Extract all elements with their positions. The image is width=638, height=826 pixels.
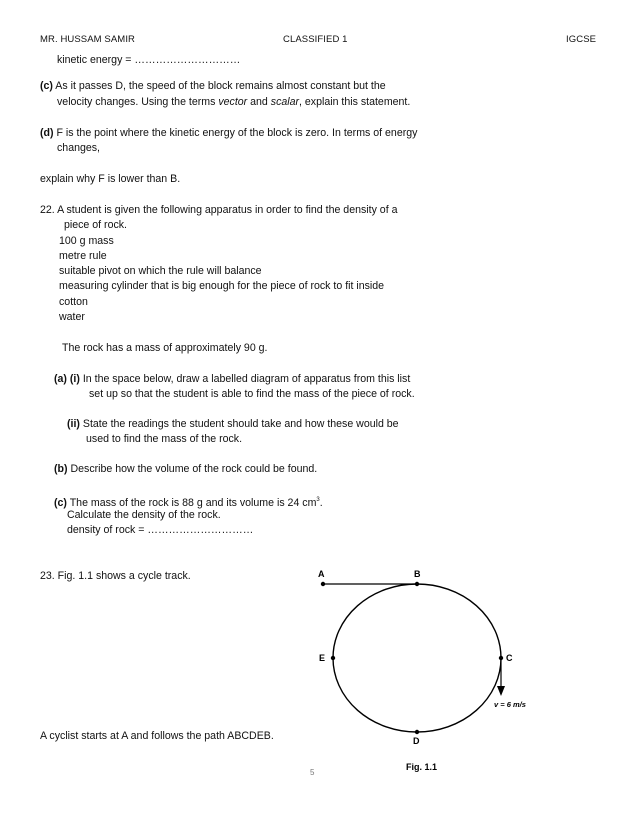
- q21c-text2b: , explain this statement.: [299, 96, 411, 108]
- q21c-text2a: velocity changes. Using the terms: [57, 96, 219, 108]
- q22a-label: (a): [54, 373, 67, 385]
- q22c-line1: [54, 494, 323, 510]
- q23-start: A cyclist starts at A and follows the path ABCDEB.: [40, 730, 274, 742]
- q22a-i-line1: [54, 373, 410, 386]
- cycle-track-figure: [300, 560, 540, 780]
- q22c-line2: Calculate the density of the rock.: [67, 509, 221, 521]
- q22a-i-line2: set up so that the student is able to find the mass of the piece of rock.: [89, 388, 415, 400]
- term-vector: vector: [218, 96, 248, 108]
- kinetic-energy-answer-line: kinetic energy = …………………………: [57, 54, 241, 66]
- rock-mass-note: The rock has a mass of approximately 90 g.: [62, 342, 268, 354]
- page-number: 5: [310, 768, 315, 777]
- point-e-dot: [331, 656, 335, 660]
- label-b: B: [414, 569, 421, 579]
- apparatus-item: 100 g mass: [59, 235, 114, 247]
- q23-intro: 23. Fig. 1.1 shows a cycle track.: [40, 570, 191, 582]
- velocity-arrowhead-icon: [497, 686, 505, 696]
- q22aii-label: (ii): [67, 418, 80, 430]
- q22ai-text: In the space below, draw a labelled diagram of apparatus from this list: [79, 373, 411, 385]
- velocity-label: v = 6 m/s: [494, 700, 526, 709]
- apparatus-item: metre rule: [59, 250, 107, 262]
- q21c-line1: [40, 80, 386, 93]
- figure-caption: Fig. 1.1: [406, 762, 438, 772]
- label-a: A: [318, 569, 325, 579]
- term-scalar: scalar: [270, 96, 300, 108]
- q22aii-text: State the readings the student should take and how these would be: [79, 418, 399, 430]
- header-title: CLASSIFIED 1: [283, 34, 348, 45]
- point-d-dot: [415, 730, 419, 734]
- label-c: C: [506, 653, 513, 663]
- q21c-text: As it passes D, the speed of the block remains almost constant but the: [52, 80, 386, 92]
- q22b-text: Describe how the volume of the rock could be found.: [67, 463, 318, 475]
- point-b-dot: [415, 582, 419, 586]
- q22c-text: The mass of the rock is 88 g and its volume is 24 cm: [66, 497, 317, 509]
- q22b-line: [54, 463, 317, 476]
- header-author: MR. HUSSAM SAMIR: [40, 34, 136, 45]
- q22ai-label: (i): [69, 373, 80, 385]
- label-e: E: [319, 653, 326, 663]
- q21c-label: (c): [40, 80, 53, 92]
- circular-track: [333, 584, 501, 732]
- apparatus-item: cotton: [59, 296, 88, 308]
- q22-intro-line2: piece of rock.: [64, 219, 128, 231]
- q22a-ii-line1: [67, 418, 399, 431]
- q21-explain: explain why F is lower than B.: [40, 173, 181, 185]
- apparatus-item: measuring cylinder that is big enough for the piece of rock to fit inside: [59, 280, 385, 292]
- q21d-line2: changes,: [57, 142, 100, 154]
- label-d: D: [413, 736, 420, 746]
- q21d-text: F is the point where the kinetic energy of the block is zero. In terms of energy: [53, 127, 418, 139]
- q22b-label: (b): [54, 463, 68, 475]
- q22-intro-line1: 22. A student is given the following apparatus in order to find the density of a: [40, 204, 398, 216]
- apparatus-item: suitable pivot on which the rule will balance: [59, 265, 262, 277]
- q22c-label: (c): [54, 497, 67, 509]
- point-a-dot: [321, 582, 325, 586]
- cubic-superscript: 3: [316, 497, 320, 503]
- q21d-line1: [40, 127, 417, 140]
- q22c-period: .: [319, 497, 323, 509]
- q21c-and: and: [247, 96, 271, 108]
- header-level: IGCSE: [566, 34, 597, 45]
- q21d-label: (d): [40, 127, 54, 139]
- density-answer-line: density of rock = …………………………: [67, 524, 254, 536]
- q22a-ii-line2: used to find the mass of the rock.: [86, 433, 243, 445]
- q21c-line2: [57, 96, 410, 109]
- apparatus-item: water: [59, 311, 85, 323]
